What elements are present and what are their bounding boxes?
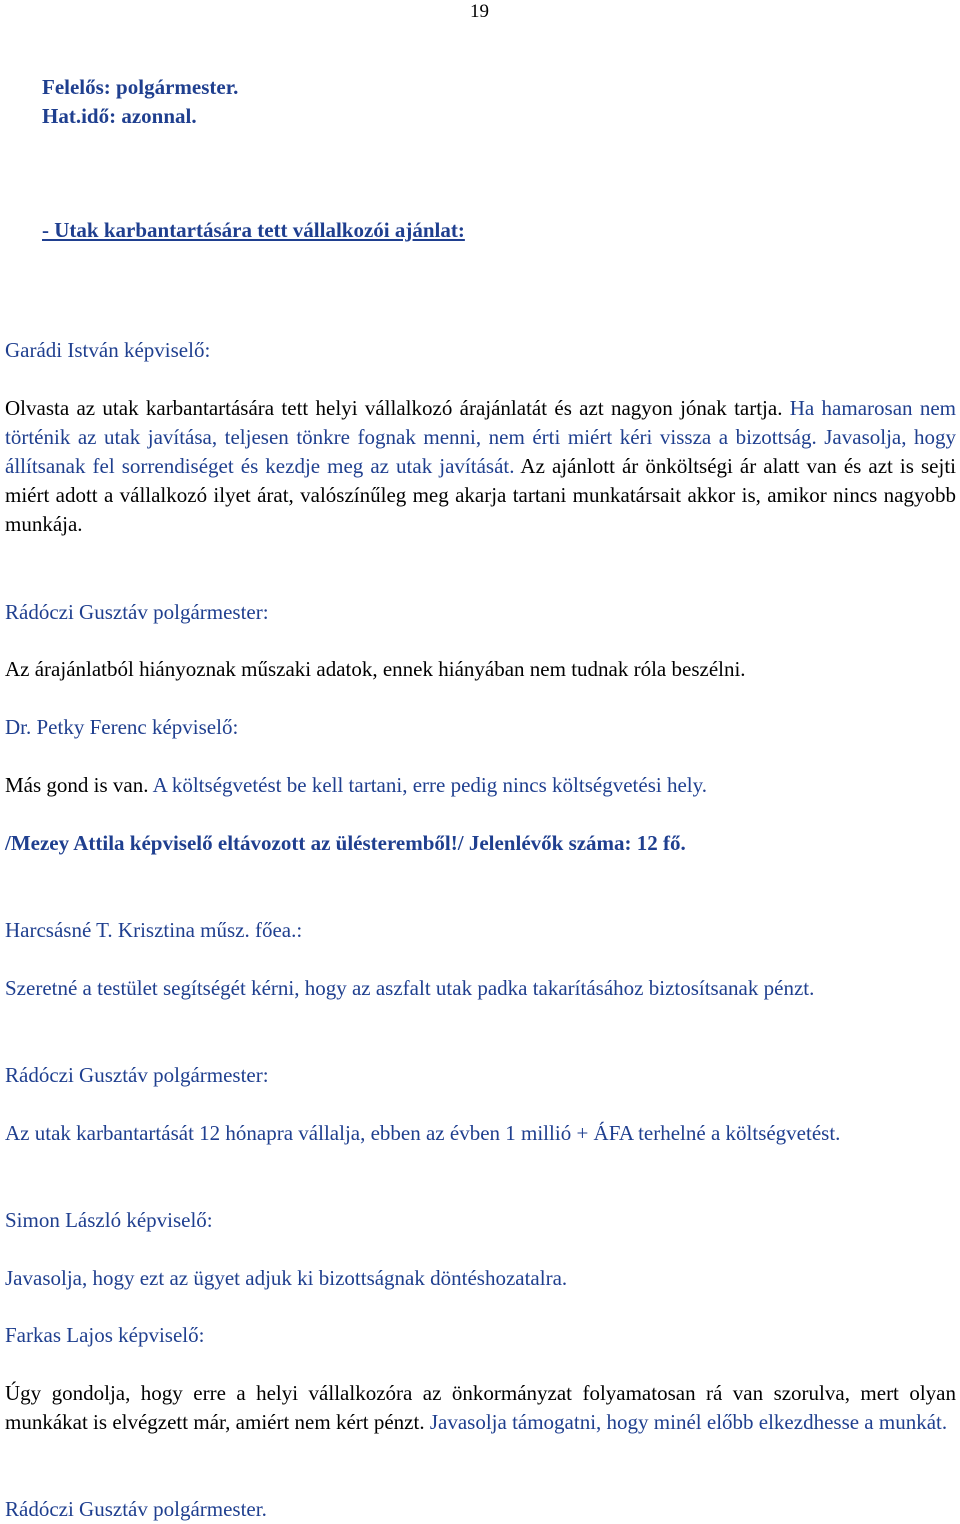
- speaker-simon: Simon László képviselő:: [5, 1208, 213, 1232]
- paragraph-radoczi-2: Az utak karbantartását 12 hónapra vállalja, ebben az évben 1 millió + ÁFA terhelné a költségvetést.: [5, 1121, 841, 1145]
- speaker-radoczi-3: Rádóczi Gusztáv polgármester.: [5, 1497, 267, 1521]
- page-number: 19: [470, 1, 489, 22]
- paragraph-text: A költségvetést be kell tartani, erre pedig nincs költségvetési hely.: [152, 773, 707, 797]
- speaker-garadi: Garádi István képviselő:: [5, 338, 211, 362]
- paragraph-simon: Javasolja, hogy ezt az ügyet adjuk ki bizottságnak döntéshozatalra.: [5, 1266, 568, 1290]
- paragraph-text: Javasolja, hogy állítsanak fel sorrendiséget és kezdje meg az utak javítását.: [5, 425, 957, 478]
- paragraph-garadi: [5, 394, 956, 539]
- paragraph-text: Olvasta az utak karbantartására tett helyi vállalkozó árajánlatát és azt nagyon jónak tartja.: [5, 396, 783, 420]
- agenda-item-heading: - Utak karbantartására tett vállalkozói ajánlat:: [42, 218, 465, 242]
- paragraph-text: Más gond is van.: [5, 773, 149, 797]
- attendance-note: [5, 829, 956, 858]
- deadline-line: Hat.idő: azonnal.: [42, 104, 197, 128]
- speaker-radoczi-1: Rádóczi Gusztáv polgármester:: [5, 600, 269, 624]
- responsibility-block: [42, 73, 238, 131]
- responsible-line: Felelős: polgármester.: [42, 75, 239, 99]
- speaker-farkas: Farkas Lajos képviselő:: [5, 1323, 205, 1347]
- paragraph-text: Az ajánlott ár önköltségi ár alatt van és azt is sejti miért adott a vállalkozó ilyet árat, valószínűleg meg akarja tartani munkatársait akkor is, amikor nincs nagyobb munkája.: [5, 454, 956, 536]
- speaker-petky: Dr. Petky Ferenc képviselő:: [5, 715, 239, 739]
- paragraph-radoczi-1: Az árajánlatból hiányoznak műszaki adatok, ennek hiányában nem tudnak róla beszélni.: [5, 657, 746, 681]
- attendance-count: Jelenlévők száma: 12 fő.: [468, 831, 686, 855]
- paragraph-text: Ha hamarosan nem történik az utak javítása, teljesen tönkre fognak menni, nem érti miért kéri vissza a bizottság.: [5, 396, 956, 449]
- paragraph-petky: [5, 771, 956, 800]
- paragraph-text: Úgy gondolja, hogy erre a helyi vállalkozóra az önkormányzat folyamatosan rá van szorulva, mert olyan munkákat is elvégzett már, amiért nem kért pénzt.: [5, 1381, 956, 1434]
- paragraph-farkas: [5, 1379, 956, 1437]
- departure-note: /Mezey Attila képviselő eltávozott az ülésteremből!/: [5, 831, 464, 855]
- speaker-radoczi-2: Rádóczi Gusztáv polgármester:: [5, 1063, 269, 1087]
- speaker-harcsasne: Harcsásné T. Krisztina műsz. főea.:: [5, 918, 303, 942]
- paragraph-harcsasne: Szeretné a testület segítségét kérni, hogy az aszfalt utak padka takarításához biztosítsanak pénzt.: [5, 976, 815, 1000]
- paragraph-text: Javasolja támogatni, hogy minél előbb elkezdhesse a munkát.: [429, 1410, 948, 1434]
